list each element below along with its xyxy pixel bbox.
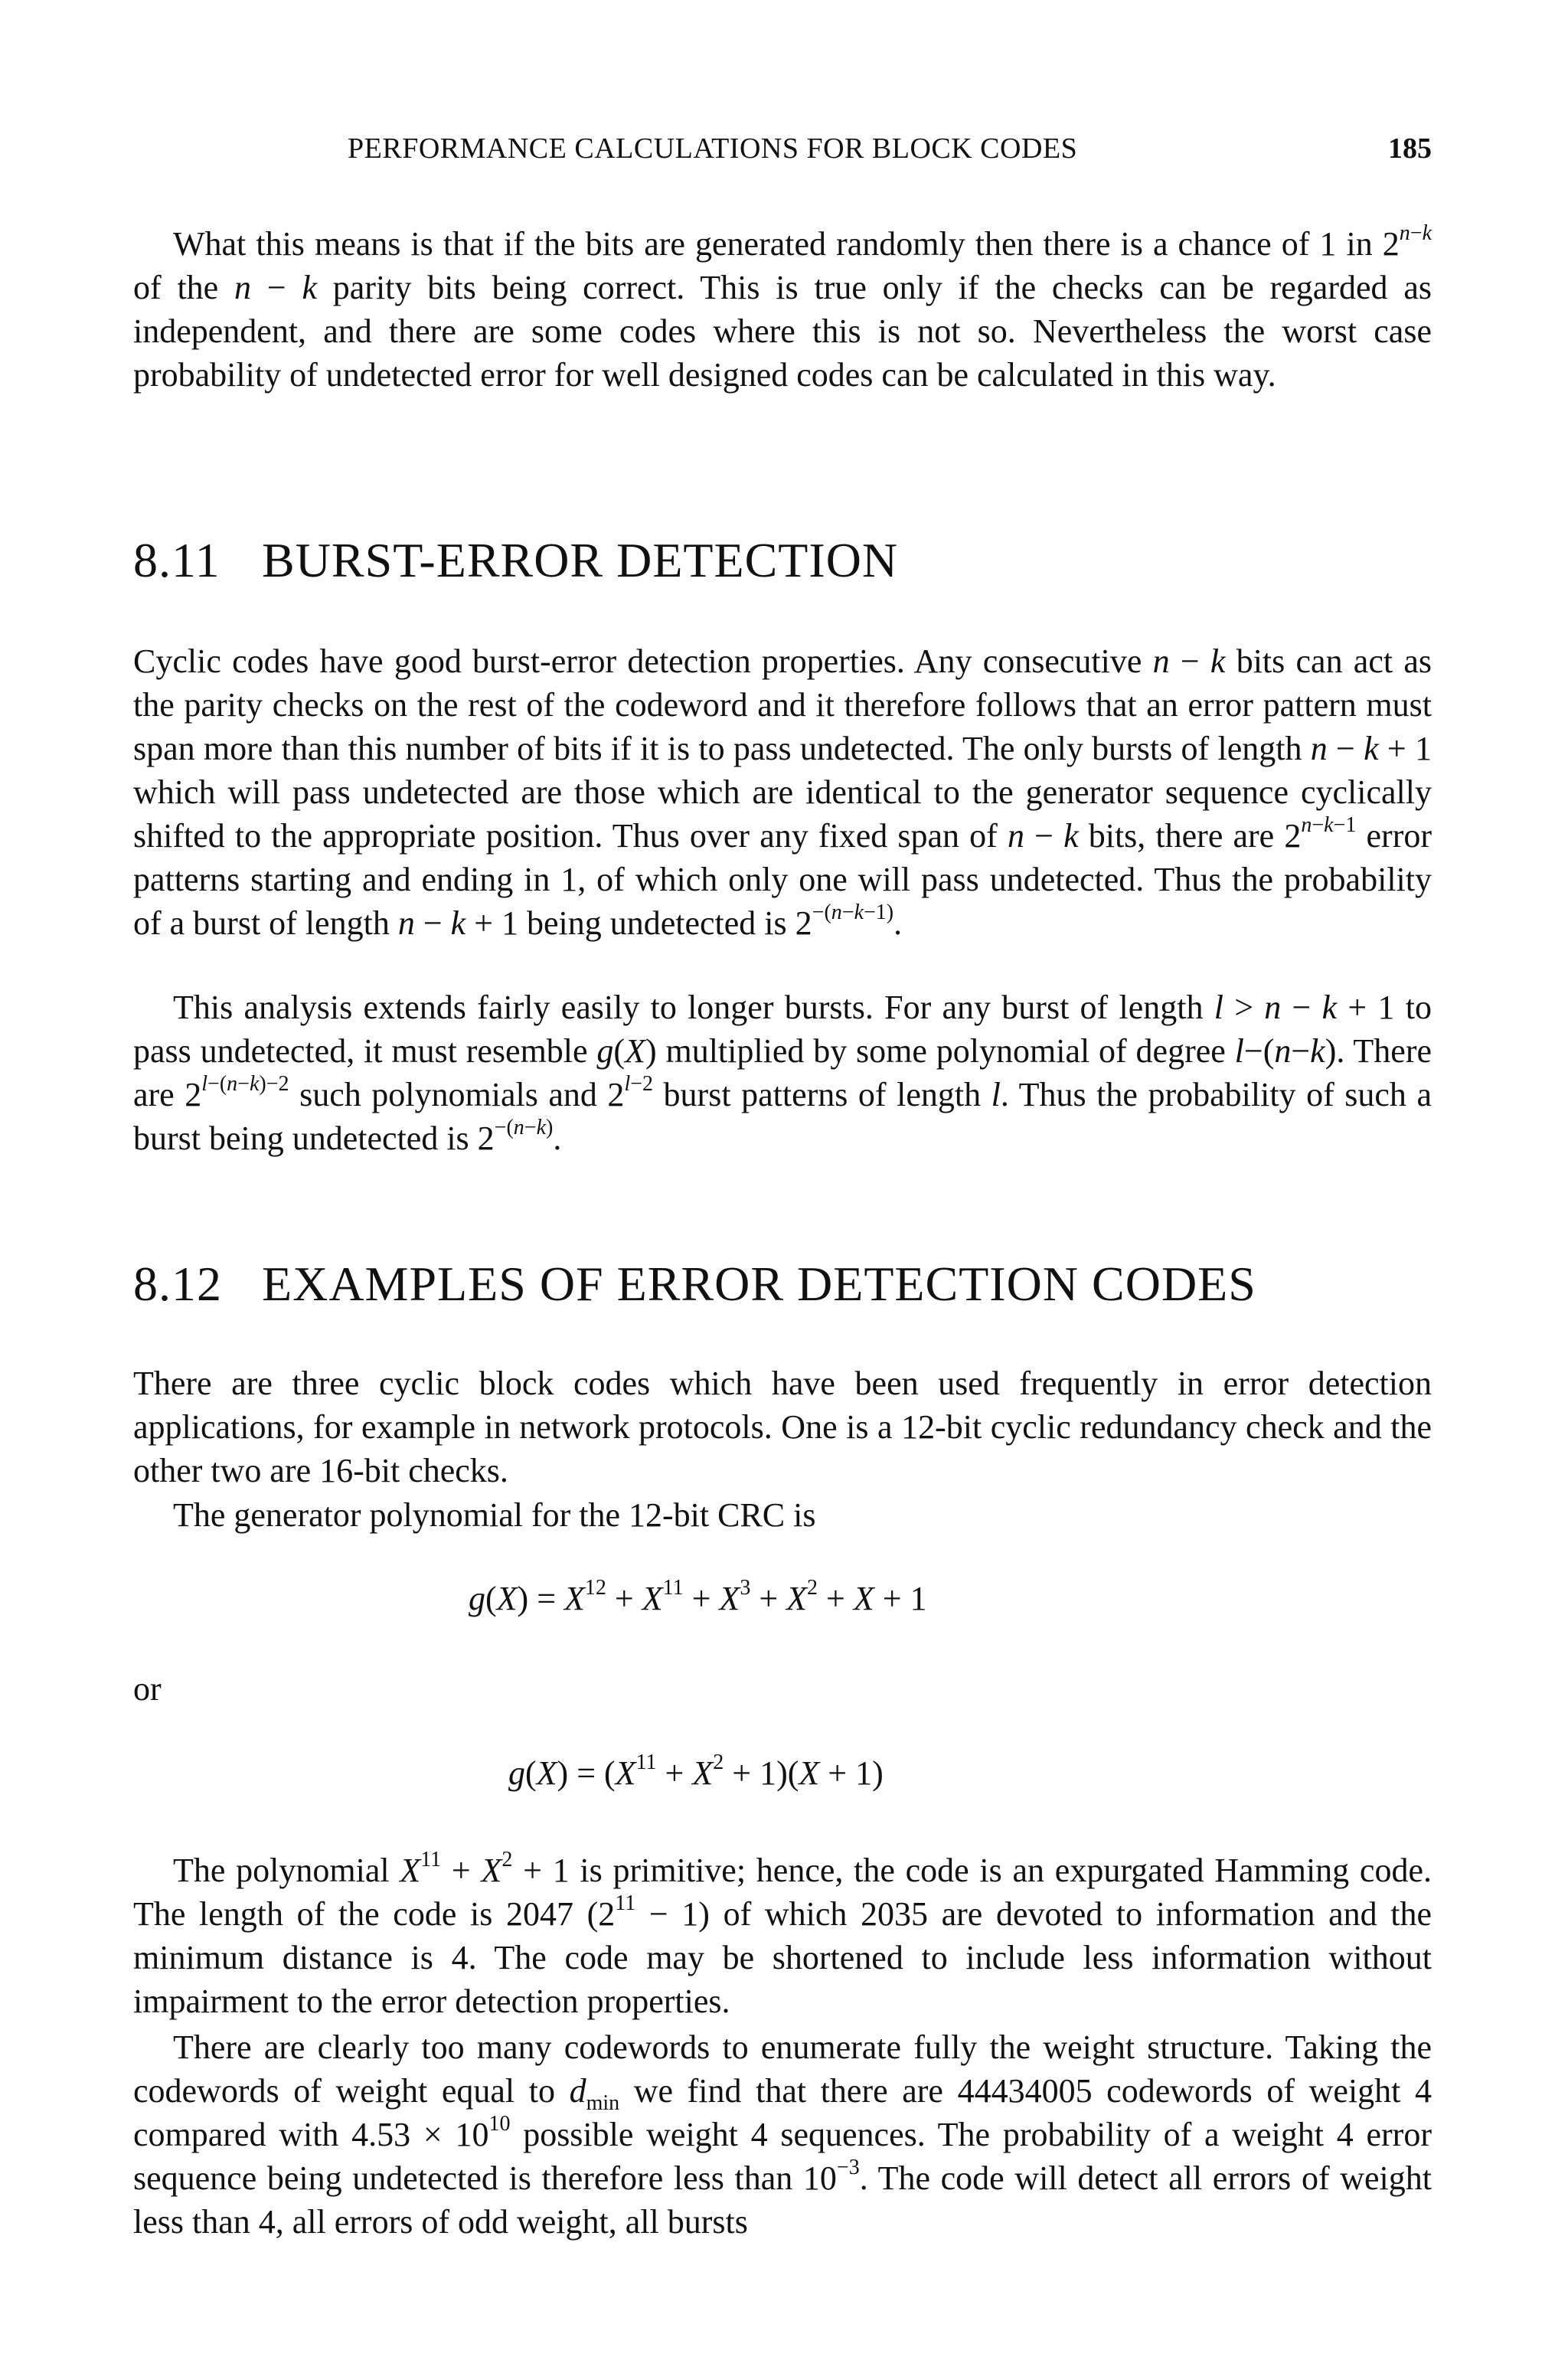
page-number: 185 bbox=[1388, 132, 1432, 165]
section-title: EXAMPLES OF ERROR DETECTION CODES bbox=[262, 1257, 1256, 1311]
section-heading-8-11 bbox=[133, 532, 898, 589]
paragraph-primitive-polynomial: The polynomial $X^{11} + X^2 + 1$ is primitive; hence, the code is an expurgated Hamming code. The length of the code is 2047 $(2^{11} - 1)$ of which 2035 are devoted to information and the minimum distance is 4. The code may be shortened to include less information without impairment to the error detection properties. bbox=[133, 1848, 1432, 2020]
equation-generator-factored: $g(X) = (X^{11} + X^2 + 1)(X + 1)$ bbox=[508, 1751, 884, 1792]
equation-generator-expanded: $g(X) = X^{12} + X^{11} + X^3 + X^2 + X + 1$ bbox=[469, 1576, 927, 1617]
paragraph-generator-intro: The generator polynomial for the 12-bit CRC is bbox=[173, 1496, 816, 1534]
paragraph-intro: What this means is that if the bits are generated randomly then there is a chance of 1 in $2^{n-k}$ of the n − k parity bits being correct. This is true only if the checks can be regarded as independent, and there are some codes where this is not so. Nevertheless the worst case probability of undetected error for well designed codes can be calculated in this way. bbox=[133, 221, 1432, 394]
section-number: 8.12 bbox=[133, 1257, 222, 1311]
section-heading-8-12 bbox=[133, 1256, 1256, 1312]
paragraph-burst-detection: Cyclic codes have good burst-error detection properties. Any consecutive n − k bits can act as the parity checks on the rest of the codeword and it therefore follows that an error pattern must span more than this number of bits if it is to pass undetected. The only bursts of length n − k + 1 which will pass undetected are those which are identical to the generator sequence cyclically shifted to the appropriate position. Thus over any fixed span of n − k bits, there are $2^{n-k-1}$ error patterns starting and ending in 1, of which only one will pass undetected. Thus the probability of a burst of length n − k + 1 being undetected is $2^{-(n-k-1)}$. bbox=[133, 642, 1432, 942]
paragraph-examples: There are three cyclic block codes which have been used frequently in error detection applications, for example in network protocols. One is a 12-bit cyclic redundancy check and the other two are 16-bit checks. bbox=[133, 1365, 1432, 1489]
section-title: BURST-ERROR DETECTION bbox=[262, 533, 899, 587]
paragraph-longer-bursts: This analysis extends fairly easily to longer bursts. For any burst of length l > n − k + 1 to pass undetected, it must resemble g(X) multiplied by some polynomial of degree l−(n−k). There are $2^{l-(n-k)-2}$ such polynomials and $2^{l-2}$ burst patterns of length l. Thus the probability of such a burst being undetected is $2^{-(n-k)}$. bbox=[133, 989, 1432, 1157]
paragraph-weight-structure: There are clearly too many codewords to enumerate fully the weight structure. Taking the codewords of weight equal to $d_{min}$ we find that there are 44434005 codewords of weight 4 compared with $4.53 \times 10^{10}$ possible weight 4 sequences. The probability of a weight 4 error sequence being undetected is therefore less than $10^{-3}$. The code will detect all errors of weight less than 4, all errors of odd weight, all bursts bbox=[133, 2028, 1432, 2241]
page-header bbox=[133, 132, 1432, 178]
or-label: or bbox=[133, 1670, 162, 1708]
running-head: PERFORMANCE CALCULATIONS FOR BLOCK CODES bbox=[348, 132, 1078, 165]
section-number: 8.11 bbox=[133, 533, 220, 587]
